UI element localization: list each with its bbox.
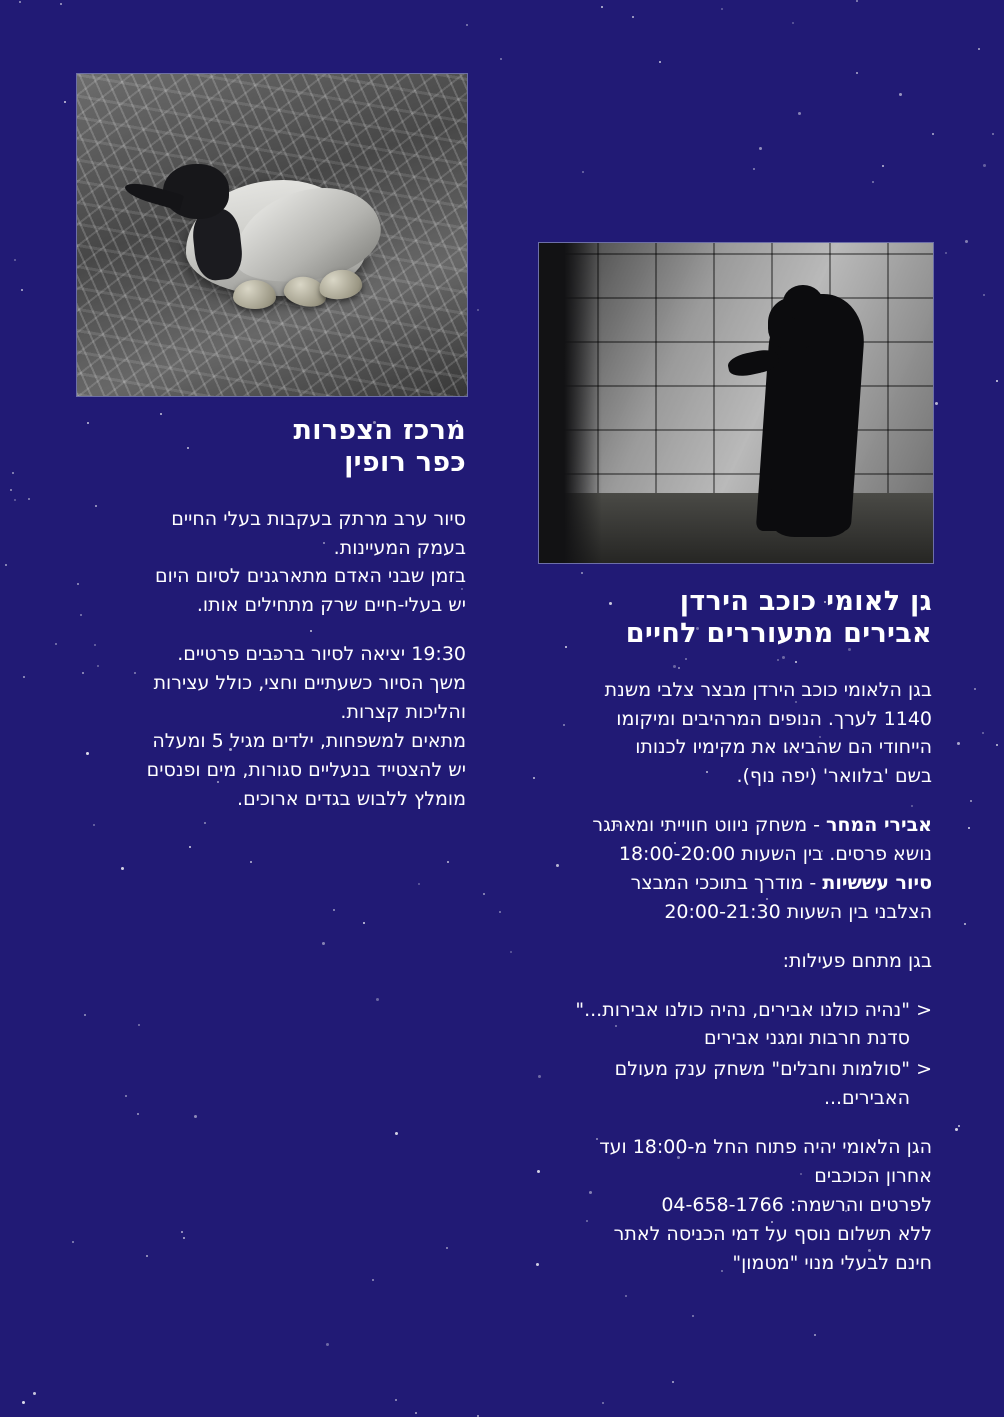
star-dot [581,572,583,574]
kochav-hayarden-section [538,586,932,1297]
star-dot [33,1392,36,1395]
star-dot [181,1231,183,1233]
star-dot [814,1334,816,1336]
details-line-5: יש להצטייד בנעליים סגורות, מים ופנסים [146,758,466,781]
intro-line-4: יש בעלי-חיים שרק מתחילים אותו. [196,594,466,617]
girl-silhouette-legs [771,486,850,537]
star-dot [602,1402,604,1404]
kochav-hayarden-intro [538,676,932,792]
star-dot [137,1113,139,1115]
details-line-2: משך הסיור כשעתיים וחצי, כולל עצירות [153,672,466,695]
shadow-wall-photo [538,242,934,564]
star-dot [899,93,902,96]
star-dot [10,489,12,491]
star-dot [996,380,998,382]
bird-nest-photo [76,73,468,397]
star-dot [692,1315,694,1317]
star-dot [955,1128,958,1131]
star-dot [533,777,535,779]
star-dot [500,58,502,60]
star-dot [372,1279,374,1281]
star-dot [978,48,980,50]
star-dot [982,732,984,734]
star-dot [121,867,124,870]
footer-line-5: חינם לבעלי מנוי "מטמון" [732,1251,932,1274]
star-dot [992,133,994,135]
star-dot [759,147,762,150]
intro-line-1: סיור ערב מרתק בעקבות בעלי החיים [171,507,466,530]
star-dot [395,1132,398,1135]
bullet-1-line-2: סדנת חרבות ומגני אבירים [704,1027,910,1050]
bullet-1-line-1: "נהיה כולנו אבירים, נהיה כולנו אבירות..." [575,998,910,1021]
star-dot [333,909,335,911]
star-dot [21,289,23,291]
star-dot [483,893,485,895]
star-dot [798,112,801,115]
star-dot [945,252,947,254]
star-dot [250,861,252,863]
star-dot [968,827,970,829]
birding-center-intro [76,505,466,621]
intro-line-2: בעמק המעיינות. [333,536,466,559]
activity-bullets [538,996,932,1114]
star-dot [72,1241,74,1243]
list-item [538,1055,932,1113]
star-dot [721,8,723,10]
activity-1-name: אבירי המחר [826,814,932,837]
star-dot [964,923,966,925]
star-dot [856,72,858,74]
star-dot [19,1,21,3]
star-dot [510,951,512,953]
kochav-hayarden-footer [538,1133,932,1277]
list-item [538,996,932,1054]
star-dot [28,498,30,500]
star-dot [466,24,468,26]
star-dot [14,259,16,261]
star-dot [582,171,584,173]
star-dot [965,240,968,243]
star-dot [395,1399,397,1401]
star-dot [882,165,884,167]
kochav-hayarden-heading [538,586,932,650]
star-dot [970,800,972,802]
star-dot [601,6,603,8]
star-dot [659,61,661,63]
bullet-2-line-1: "סולמות וחבלים" משחק ענק מעולם [614,1058,910,1081]
star-dot [23,676,25,678]
star-dot [84,1014,86,1016]
star-dot [60,3,62,5]
star-dot [996,744,998,746]
birding-center-details [76,640,466,813]
footer-line-4: ללא תשלום נוסף על דמי הכניסה לאתר [613,1222,932,1245]
star-dot [477,309,479,311]
footer-line-1: הגן הלאומי יהיה פתוח החל מ-18:00 ועד [599,1136,932,1159]
star-dot [983,294,985,296]
egg-shape [233,280,276,309]
birding-center-heading [76,415,466,479]
activity-2 [538,869,932,898]
star-dot [792,22,794,24]
star-dot [5,564,7,566]
dark-edge [539,243,602,563]
activity-1 [538,811,932,840]
star-dot [376,998,379,1001]
star-dot [125,1095,127,1097]
star-dot [322,942,325,945]
details-line-4: מתאים למשפחות, ילדים מגיל 5 ומעלה [152,729,466,752]
activity-1-line-2: נושא פרסים. בין השעות 18:00-20:00 [618,843,932,866]
star-dot [14,499,16,501]
star-dot [672,1381,674,1383]
intro-line-4: בשם 'בלוואר' (יפה נוף). [736,765,932,788]
star-dot [146,1255,148,1257]
star-dot [935,402,938,405]
star-dot [753,168,755,170]
star-dot [415,1412,417,1414]
details-line-6: מומלץ ללבוש בגדים ארוכים. [237,787,466,810]
heading-line-1: מרכז הצפרות [293,415,466,446]
intro-line-1: בגן הלאומי כוכב הירדן מבצר צלבי משנת [604,678,932,701]
star-dot [957,742,960,745]
details-line-1: 19:30 יציאה לסיור ברכבים פרטיים. [177,643,466,666]
birding-center-section [76,415,466,833]
star-dot [446,1247,448,1249]
activity-2-line-2: הצלבני בין השעות 20:00-21:30 [664,900,932,923]
star-dot [194,1115,197,1118]
star-dot [22,1401,25,1404]
bullet-marker-icon: < [916,1058,932,1081]
star-dot [958,1125,960,1127]
activities-lead [538,947,932,976]
star-dot [418,883,420,885]
star-dot [974,688,976,690]
girl-silhouette-head [783,285,822,320]
star-dot [55,643,57,645]
star-dot [363,922,365,924]
star-dot [189,846,191,848]
bullet-2-line-2: האבירים... [823,1087,910,1110]
intro-line-3: בזמן שבני האדם מתארגנים לסיום היום [155,565,466,588]
activity-2-description: - מודרך בתוככי המבצר [630,871,823,894]
intro-line-2: 1140 לערך. הנופים המרהיבים ומיקומו [616,707,932,730]
star-dot [983,164,986,167]
footer-line-2: אחרון הכוכבים [814,1164,932,1187]
star-dot [499,911,501,913]
activity-2-name: סיור עששיות [822,871,932,894]
star-dot [138,1024,140,1026]
heading-line-2: כפר רופין [344,446,466,478]
star-dot [856,0,858,2]
star-dot [183,1237,185,1239]
star-dot [932,133,934,135]
footer-contact: לפרטים והרשמה: 04-658-1766 [661,1193,932,1216]
intro-line-3: הייחודי הם שהביאו את מקימיו לכנותו [635,736,932,759]
activity-list [538,811,932,927]
star-dot [326,1343,329,1346]
star-dot [447,861,449,863]
activity-1-description: - משחק ניווט חווייתי ומאתגר [592,814,827,837]
star-dot [632,16,634,18]
star-dot [872,181,874,183]
activities-lead-line: בגן מתחם פעילות: [782,949,932,972]
bullet-marker-icon: < [916,998,932,1021]
heading-line-1: גן לאומי כוכב הירדן [679,586,932,617]
heading-line-2: אבירים מתעוררים לחיים [625,617,932,649]
star-dot [12,472,14,474]
details-line-3: והליכות קצרות. [340,700,466,723]
star-dot [64,101,66,103]
